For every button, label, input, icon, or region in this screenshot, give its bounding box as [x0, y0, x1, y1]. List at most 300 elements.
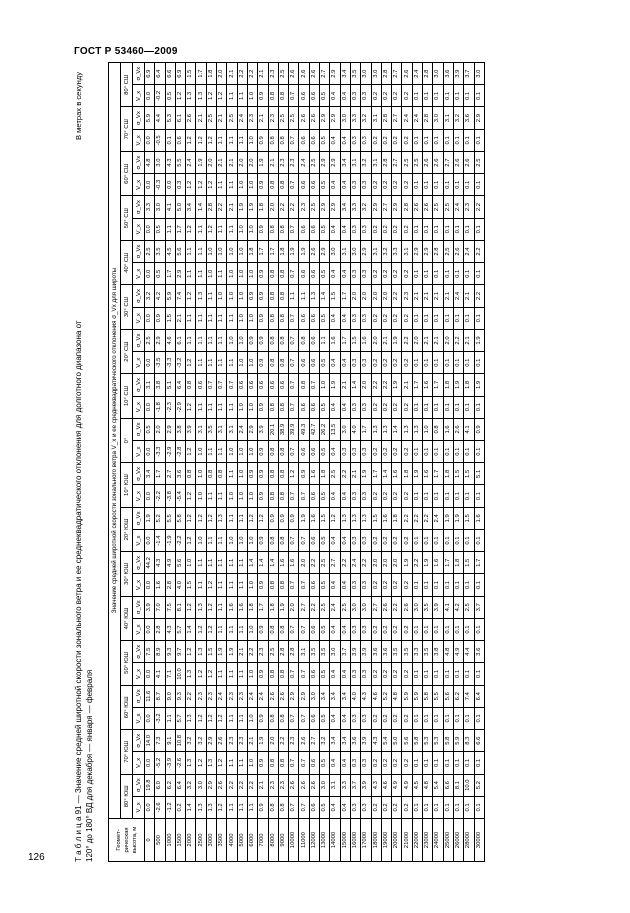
- value-cell: 0.6: [309, 174, 319, 196]
- value-cell: 0.1: [443, 796, 453, 818]
- value-cell: 3.0: [196, 774, 206, 796]
- value-cell: 1.0: [227, 329, 237, 351]
- value-cell: 2.3: [289, 730, 299, 752]
- value-cell: 0.2: [392, 218, 402, 240]
- value-cell: 1.3: [350, 507, 360, 529]
- value-cell: 3.4: [340, 196, 350, 218]
- value-cell: 1.7: [474, 552, 484, 574]
- value-cell: 0.8: [278, 129, 288, 151]
- value-cell: 3.5: [309, 641, 319, 663]
- value-cell: 8.9: [155, 641, 165, 663]
- value-cell: 0.4: [330, 174, 340, 196]
- value-cell: 2.4: [258, 685, 268, 707]
- value-cell: 0.2: [392, 752, 402, 774]
- value-cell: 0.0: [145, 307, 155, 329]
- value-cell: 0.8: [268, 752, 278, 774]
- value-cell: 1.2: [196, 618, 206, 640]
- value-cell: 0.7: [309, 374, 319, 396]
- value-cell: 1.1: [217, 129, 227, 151]
- value-cell: 1.4: [247, 552, 257, 574]
- value-cell: 2.4: [412, 63, 422, 85]
- height-cell: 7000: [258, 819, 268, 862]
- value-cell: 0.6: [175, 129, 185, 151]
- value-cell: 1.0: [237, 329, 247, 351]
- value-cell: 4.1: [155, 663, 165, 685]
- latitude-header: 0°: [121, 418, 133, 462]
- value-cell: 0.4: [340, 574, 350, 596]
- value-cell: 0.2: [381, 174, 391, 196]
- value-cell: 0.2: [371, 663, 381, 685]
- value-cell: 0.1: [412, 663, 422, 685]
- value-cell: 2.6: [289, 774, 299, 796]
- value-cell: 2.9: [320, 151, 330, 173]
- value-cell: 6.6: [443, 774, 453, 796]
- value-cell: 3.0: [155, 151, 165, 173]
- value-cell: 5.6: [175, 552, 185, 574]
- value-cell: 2.9: [320, 240, 330, 262]
- value-cell: 0.2: [371, 485, 381, 507]
- value-cell: 2.6: [402, 596, 412, 618]
- value-cell: 1.2: [206, 618, 216, 640]
- value-cell: 1.2: [206, 596, 216, 618]
- value-cell: 2.5: [320, 596, 330, 618]
- value-cell: 0.2: [371, 218, 381, 240]
- value-cell: -1.9: [165, 529, 175, 551]
- value-cell: 0.1: [443, 85, 453, 107]
- value-cell: 3.7: [474, 596, 484, 618]
- value-cell: -2.9: [165, 441, 175, 463]
- height-cell: 20000: [392, 819, 402, 862]
- value-cell: 0.2: [381, 129, 391, 151]
- value-cell: 2.6: [412, 196, 422, 218]
- value-cell: 1.1: [217, 174, 227, 196]
- value-cell: 0.1: [443, 574, 453, 596]
- value-cell: 5.8: [443, 730, 453, 752]
- table-row: [392, 63, 402, 862]
- value-cell: 1.3: [196, 85, 206, 107]
- value-cell: 5.5: [433, 685, 443, 707]
- value-cell: 2.3: [227, 730, 237, 752]
- value-cell: 0.7: [289, 529, 299, 551]
- value-cell: 0.5: [320, 529, 330, 551]
- value-cell: 0.2: [402, 263, 412, 285]
- value-cell: 8.7: [155, 685, 165, 707]
- value-cell: 1.6: [381, 507, 391, 529]
- value-cell: 6.4: [474, 685, 484, 707]
- value-cell: 1.3: [196, 641, 206, 663]
- value-cell: 0.1: [412, 752, 422, 774]
- value-cell: 0.3: [340, 441, 350, 463]
- value-cell: 2.0: [289, 596, 299, 618]
- value-cell: 1.8: [443, 463, 453, 485]
- value-cell: 3.1: [402, 240, 412, 262]
- height-cell: 1000: [165, 819, 175, 862]
- value-cell: 3.5: [206, 418, 216, 440]
- deviation-header: σ_Vx: [133, 596, 145, 618]
- value-cell: 0.5: [320, 307, 330, 329]
- value-cell: 0.4: [330, 796, 340, 818]
- table-row: [247, 63, 257, 862]
- value-cell: 14.0: [145, 730, 155, 752]
- value-cell: 0.1: [423, 263, 433, 285]
- value-cell: 3.9: [361, 774, 371, 796]
- value-cell: 3.6: [350, 730, 360, 752]
- value-cell: 1.2: [186, 285, 196, 307]
- value-cell: 1.2: [217, 752, 227, 774]
- value-cell: 0.1: [474, 529, 484, 551]
- value-cell: 2.3: [237, 730, 247, 752]
- value-cell: 2.0: [237, 151, 247, 173]
- value-cell: 0.2: [381, 218, 391, 240]
- value-cell: 1.6: [474, 507, 484, 529]
- value-cell: 0.1: [443, 485, 453, 507]
- value-cell: 0.1: [412, 441, 422, 463]
- value-cell: 2.4: [412, 107, 422, 129]
- value-cell: -3.9: [165, 752, 175, 774]
- value-cell: 3.9: [350, 641, 360, 663]
- value-cell: 0.8: [268, 574, 278, 596]
- value-cell: 0.3: [361, 396, 371, 418]
- value-cell: 0.1: [464, 529, 474, 551]
- value-cell: 1.9: [412, 463, 422, 485]
- value-cell: 0.1: [464, 796, 474, 818]
- value-cell: 3.6: [175, 463, 185, 485]
- value-cell: 2.4: [237, 107, 247, 129]
- value-cell: 0.1: [412, 129, 422, 151]
- value-cell: 2.5: [278, 63, 288, 85]
- value-cell: 2.6: [299, 730, 309, 752]
- value-cell: 1.0: [227, 263, 237, 285]
- value-cell: 1.1: [227, 218, 237, 240]
- value-cell: 1.0: [237, 263, 247, 285]
- value-cell: 2.6: [453, 240, 463, 262]
- value-cell: 0.1: [453, 752, 463, 774]
- latitude-header: 20° ЮШ: [121, 507, 133, 551]
- value-cell: 2.2: [474, 196, 484, 218]
- value-cell: 3.2: [186, 774, 196, 796]
- value-cell: 4.6: [165, 329, 175, 351]
- value-cell: 5.8: [175, 507, 185, 529]
- value-cell: 4.2: [155, 285, 165, 307]
- value-cell: 1.0: [227, 485, 237, 507]
- value-cell: 2.8: [402, 196, 412, 218]
- value-cell: 0.1: [412, 574, 422, 596]
- value-cell: 1.2: [206, 174, 216, 196]
- value-cell: 0.6: [299, 441, 309, 463]
- value-cell: 0.8: [268, 218, 278, 240]
- table-row: [217, 63, 227, 862]
- value-cell: 0.2: [402, 85, 412, 107]
- value-cell: 5.3: [433, 730, 443, 752]
- value-cell: 2.7: [299, 596, 309, 618]
- value-cell: 1.1: [227, 507, 237, 529]
- value-cell: 0.1: [423, 396, 433, 418]
- value-cell: 0.1: [464, 174, 474, 196]
- value-cell: 0.2: [371, 396, 381, 418]
- value-cell: 0.1: [474, 485, 484, 507]
- value-cell: 0.2: [402, 529, 412, 551]
- value-cell: 0.1: [464, 129, 474, 151]
- value-cell: 2.4: [453, 196, 463, 218]
- value-cell: 0.7: [289, 352, 299, 374]
- value-cell: 49.3: [299, 418, 309, 440]
- value-cell: 7.3: [155, 730, 165, 752]
- value-cell: 2.2: [474, 240, 484, 262]
- value-cell: 1.9: [237, 196, 247, 218]
- value-cell: 2.3: [299, 196, 309, 218]
- value-cell: 1.0: [247, 752, 257, 774]
- value-cell: 0.8: [268, 707, 278, 729]
- value-cell: -2.6: [175, 752, 185, 774]
- value-cell: 0.9: [258, 329, 268, 351]
- value-cell: 0.8: [433, 418, 443, 440]
- value-cell: 0.1: [464, 752, 474, 774]
- table-row: [412, 63, 422, 862]
- value-cell: 0.1: [423, 307, 433, 329]
- deviation-header: σ_Vx: [133, 151, 145, 173]
- value-cell: 1.3: [206, 796, 216, 818]
- value-cell: 0.9: [278, 507, 288, 529]
- value-cell: 0.8: [278, 618, 288, 640]
- value-cell: 0.2: [402, 485, 412, 507]
- table-row: [227, 63, 237, 862]
- value-cell: 1.5: [320, 507, 330, 529]
- height-cell: 17000: [361, 819, 371, 862]
- value-cell: 0.1: [423, 529, 433, 551]
- value-cell: 1.1: [227, 752, 237, 774]
- value-cell: 0.1: [433, 218, 443, 240]
- standard-header: ГОСТ Р 53460—2009: [74, 46, 178, 57]
- value-cell: 3.9: [258, 418, 268, 440]
- value-cell: 2.0: [350, 285, 360, 307]
- value-cell: 0.8: [206, 463, 216, 485]
- value-cell: 4.5: [412, 774, 422, 796]
- value-cell: 0.9: [258, 352, 268, 374]
- value-cell: 44.2: [145, 552, 155, 574]
- value-cell: 1.1: [196, 552, 206, 574]
- height-cell: 21000: [402, 819, 412, 862]
- value-cell: 1.3: [412, 418, 422, 440]
- value-cell: 0.2: [402, 441, 412, 463]
- speed-header: V_x: [133, 618, 145, 640]
- value-cell: 0.8: [278, 396, 288, 418]
- value-cell: 0.1: [433, 174, 443, 196]
- height-cell: 500: [155, 819, 165, 862]
- value-cell: 1.3: [309, 285, 319, 307]
- value-cell: 1.1: [206, 485, 216, 507]
- value-cell: 0.1: [423, 352, 433, 374]
- value-cell: 1.9: [402, 552, 412, 574]
- value-cell: 1.3: [371, 418, 381, 440]
- value-cell: 0.0: [145, 263, 155, 285]
- value-cell: 0.9: [258, 218, 268, 240]
- value-cell: 0.4: [340, 796, 350, 818]
- value-cell: 2.1: [412, 285, 422, 307]
- value-cell: 0.1: [464, 352, 474, 374]
- height-cell: 24000: [433, 819, 443, 862]
- height-cell: 5000: [237, 819, 247, 862]
- value-cell: 2.6: [186, 107, 196, 129]
- value-cell: 0.3: [350, 485, 360, 507]
- value-cell: 2.2: [392, 596, 402, 618]
- value-cell: 2.2: [340, 552, 350, 574]
- variable-header-row: [133, 63, 145, 862]
- value-cell: 0.4: [330, 263, 340, 285]
- value-cell: 0.3: [350, 174, 360, 196]
- value-cell: 0.5: [320, 796, 330, 818]
- value-cell: 0.8: [268, 663, 278, 685]
- value-cell: 9.7: [175, 641, 185, 663]
- value-cell: 1.2: [206, 663, 216, 685]
- value-cell: 2.7: [309, 730, 319, 752]
- value-cell: 0.6: [309, 129, 319, 151]
- table-row: [361, 63, 371, 862]
- value-cell: 3.9: [145, 596, 155, 618]
- value-cell: 2.1: [217, 107, 227, 129]
- height-cell: 14000: [330, 819, 340, 862]
- value-cell: 0.1: [443, 263, 453, 285]
- value-cell: 1.9: [330, 374, 340, 396]
- value-cell: 1.4: [320, 285, 330, 307]
- value-cell: 1.1: [206, 329, 216, 351]
- value-cell: 1.2: [206, 129, 216, 151]
- value-cell: 1.1: [217, 218, 227, 240]
- latitude-header-row: [121, 63, 133, 862]
- value-cell: 1.9: [392, 374, 402, 396]
- value-cell: 5.6: [443, 685, 453, 707]
- value-cell: 1.1: [196, 574, 206, 596]
- value-cell: 0.4: [340, 352, 350, 374]
- value-cell: 1.1: [217, 485, 227, 507]
- value-cell: 0.9: [258, 485, 268, 507]
- value-cell: 0.6: [268, 374, 278, 396]
- value-cell: 1.7: [340, 285, 350, 307]
- speed-header: V_x: [133, 174, 145, 196]
- height-cell: 13000: [320, 819, 330, 862]
- value-cell: 2.8: [381, 151, 391, 173]
- value-cell: 1.7: [175, 218, 185, 240]
- value-cell: 1.1: [237, 129, 247, 151]
- value-cell: 3.0: [350, 596, 360, 618]
- value-cell: 4.3: [165, 618, 175, 640]
- value-cell: 5.2: [155, 507, 165, 529]
- value-cell: 0.4: [330, 85, 340, 107]
- value-cell: 0.1: [443, 618, 453, 640]
- value-cell: 0.3: [361, 307, 371, 329]
- value-cell: 1.0: [247, 307, 257, 329]
- value-cell: 0.8: [268, 618, 278, 640]
- value-cell: 0.2: [392, 85, 402, 107]
- value-cell: 1.2: [206, 507, 216, 529]
- value-cell: 0.1: [412, 485, 422, 507]
- value-cell: 1.4: [186, 618, 196, 640]
- value-cell: 0.2: [402, 307, 412, 329]
- table-row: [330, 63, 340, 862]
- value-cell: 0.8: [268, 129, 278, 151]
- value-cell: 0.6: [258, 374, 268, 396]
- value-cell: 1.1: [227, 129, 237, 151]
- value-cell: 1.2: [196, 663, 206, 685]
- latitude-header: 20° СШ: [121, 329, 133, 373]
- value-cell: 3.1: [196, 418, 206, 440]
- value-cell: 2.6: [423, 196, 433, 218]
- value-cell: 2.2: [227, 774, 237, 796]
- value-cell: 1.1: [196, 396, 206, 418]
- value-cell: 3.2: [145, 285, 155, 307]
- value-cell: 0.8: [278, 85, 288, 107]
- value-cell: 2.2: [402, 329, 412, 351]
- value-cell: 2.5: [464, 596, 474, 618]
- value-cell: 0.7: [289, 796, 299, 818]
- value-cell: 2.9: [155, 329, 165, 351]
- value-cell: 5.8: [412, 730, 422, 752]
- value-cell: 3.1: [371, 240, 381, 262]
- value-cell: 4.1: [443, 596, 453, 618]
- value-cell: 3.5: [423, 596, 433, 618]
- value-cell: 5.9: [412, 685, 422, 707]
- value-cell: 2.8: [381, 63, 391, 85]
- deviation-header: σ_Vx: [133, 730, 145, 752]
- height-cell: 1500: [175, 819, 185, 862]
- value-cell: 0.1: [423, 752, 433, 774]
- value-cell: 1.1: [227, 618, 237, 640]
- value-cell: 1.6: [309, 507, 319, 529]
- value-cell: 0.8: [299, 329, 309, 351]
- value-cell: 0.3: [350, 707, 360, 729]
- value-cell: 2.9: [474, 107, 484, 129]
- value-cell: 1.1: [237, 618, 247, 640]
- value-cell: 0.6: [299, 396, 309, 418]
- value-cell: 1.9: [258, 151, 268, 173]
- value-cell: 1.9: [443, 507, 453, 529]
- value-cell: -3.2: [175, 352, 185, 374]
- value-cell: 1.9: [453, 374, 463, 396]
- value-cell: 11.6: [145, 685, 155, 707]
- value-cell: 1.2: [186, 218, 196, 240]
- value-cell: 1.1: [299, 285, 309, 307]
- value-cell: 0.2: [392, 574, 402, 596]
- value-cell: 0.0: [145, 441, 155, 463]
- value-cell: 2.8: [381, 107, 391, 129]
- value-cell: 1.6: [309, 463, 319, 485]
- value-cell: 4.8: [423, 774, 433, 796]
- value-cell: 0.2: [371, 129, 381, 151]
- value-cell: 2.8: [423, 107, 433, 129]
- value-cell: 2.8: [289, 641, 299, 663]
- value-cell: 0.9: [247, 285, 257, 307]
- value-cell: 2.9: [320, 196, 330, 218]
- value-cell: 2.6: [278, 685, 288, 707]
- latitude-header: 80° СШ: [121, 63, 133, 108]
- value-cell: 2.9: [330, 63, 340, 85]
- value-cell: 0.3: [361, 796, 371, 818]
- value-cell: 1.5: [464, 552, 474, 574]
- table-row: [381, 63, 391, 862]
- value-cell: 2.6: [299, 774, 309, 796]
- value-cell: -1.8: [155, 396, 165, 418]
- value-cell: 1.3: [196, 796, 206, 818]
- value-cell: 20.1: [268, 418, 278, 440]
- value-cell: 2.1: [423, 285, 433, 307]
- value-cell: 3.1: [217, 418, 227, 440]
- value-cell: 0.0: [145, 529, 155, 551]
- value-cell: 0.1: [412, 263, 422, 285]
- value-cell: 0.1: [464, 263, 474, 285]
- value-cell: 1.3: [361, 507, 371, 529]
- value-cell: 1.7: [433, 374, 443, 396]
- value-cell: 0.6: [237, 374, 247, 396]
- value-cell: 0.1: [412, 529, 422, 551]
